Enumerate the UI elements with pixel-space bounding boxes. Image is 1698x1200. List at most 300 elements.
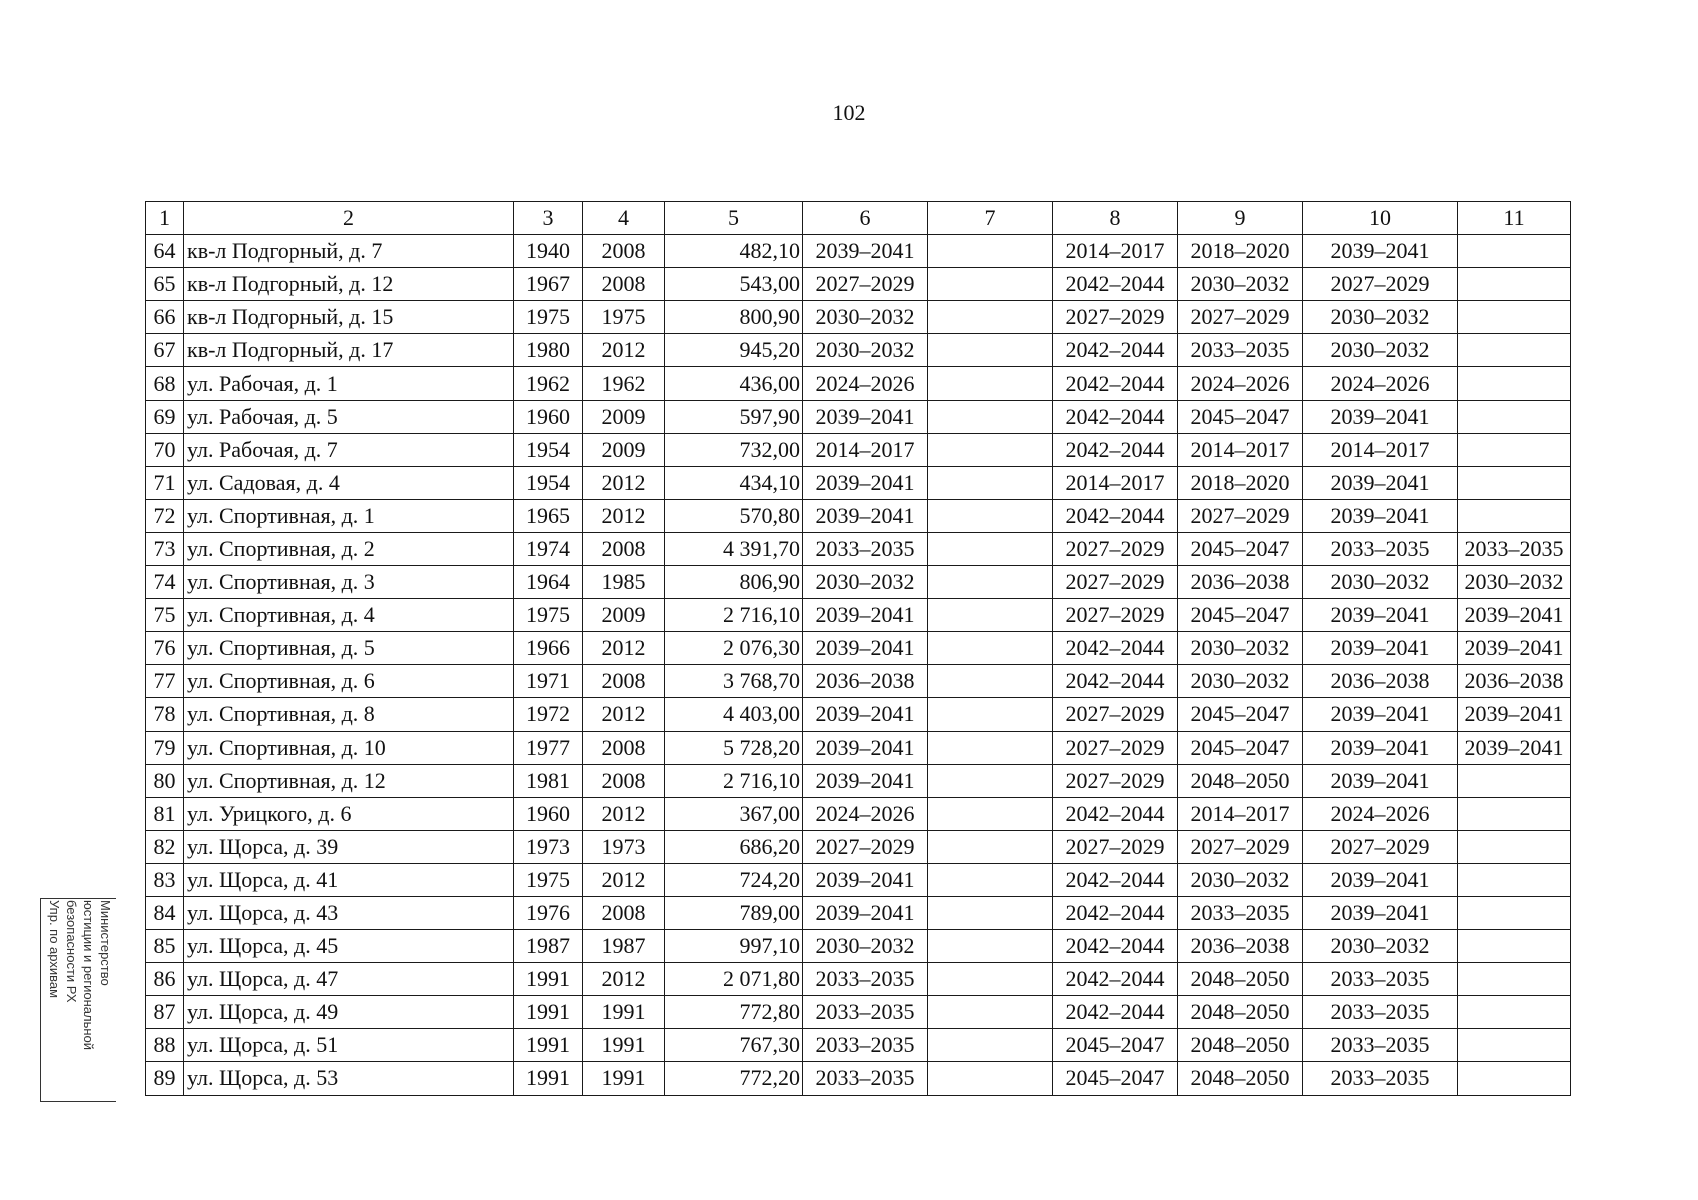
period-col7-cell — [928, 1029, 1053, 1062]
period-col11-cell: 2039–2041 — [1458, 698, 1571, 731]
period-col8-cell: 2027–2029 — [1053, 698, 1178, 731]
row-number-cell: 78 — [146, 698, 184, 731]
period-col7-cell — [928, 400, 1053, 433]
year-repair-cell: 1985 — [583, 566, 665, 599]
area-cell: 767,30 — [665, 1029, 803, 1062]
period-col7-cell — [928, 499, 1053, 532]
stamp-text — [44, 900, 114, 1100]
row-number-cell: 66 — [146, 301, 184, 334]
area-cell: 4 403,00 — [665, 698, 803, 731]
period-col8-cell: 2045–2047 — [1053, 1062, 1178, 1095]
column-header-6: 6 — [803, 202, 928, 235]
year-built-cell: 1940 — [514, 235, 583, 268]
period-col6-cell: 2039–2041 — [803, 863, 928, 896]
period-col7-cell — [928, 830, 1053, 863]
period-col6-cell: 2039–2041 — [803, 400, 928, 433]
period-col11-cell — [1458, 830, 1571, 863]
period-col11-cell: 2039–2041 — [1458, 632, 1571, 665]
address-cell: ул. Спортивная, д. 1 — [184, 499, 514, 532]
row-number-cell: 77 — [146, 665, 184, 698]
table-row — [146, 731, 1571, 764]
period-col7-cell — [928, 268, 1053, 301]
period-col8-cell: 2042–2044 — [1053, 797, 1178, 830]
period-col11-cell: 2039–2041 — [1458, 731, 1571, 764]
table-row — [146, 764, 1571, 797]
period-col8-cell: 2014–2017 — [1053, 466, 1178, 499]
period-col7-cell — [928, 863, 1053, 896]
table-row — [146, 566, 1571, 599]
year-built-cell: 1960 — [514, 400, 583, 433]
area-cell: 724,20 — [665, 863, 803, 896]
area-cell: 2 716,10 — [665, 764, 803, 797]
period-col8-cell: 2042–2044 — [1053, 400, 1178, 433]
period-col6-cell: 2039–2041 — [803, 698, 928, 731]
year-built-cell: 1954 — [514, 433, 583, 466]
stamp-line: Упр. по архивам — [46, 900, 62, 999]
area-cell: 5 728,20 — [665, 731, 803, 764]
table-row — [146, 466, 1571, 499]
period-col7-cell — [928, 764, 1053, 797]
period-col9-cell: 2027–2029 — [1178, 830, 1303, 863]
table-row — [146, 1029, 1571, 1062]
column-header-5: 5 — [665, 202, 803, 235]
period-col6-cell: 2030–2032 — [803, 930, 928, 963]
year-built-cell: 1964 — [514, 566, 583, 599]
period-col8-cell: 2042–2044 — [1053, 268, 1178, 301]
period-col6-cell: 2039–2041 — [803, 731, 928, 764]
period-col7-cell — [928, 599, 1053, 632]
table-row — [146, 930, 1571, 963]
period-col11-cell: 2030–2032 — [1458, 566, 1571, 599]
address-cell: ул. Щорса, д. 49 — [184, 996, 514, 1029]
column-header-8: 8 — [1053, 202, 1178, 235]
area-cell: 686,20 — [665, 830, 803, 863]
year-built-cell: 1991 — [514, 1029, 583, 1062]
period-col6-cell: 2039–2041 — [803, 466, 928, 499]
table-row — [146, 632, 1571, 665]
table-row — [146, 797, 1571, 830]
period-col7-cell — [928, 797, 1053, 830]
address-cell: ул. Щорса, д. 41 — [184, 863, 514, 896]
address-cell: ул. Садовая, д. 4 — [184, 466, 514, 499]
period-col6-cell: 2027–2029 — [803, 268, 928, 301]
table-row — [146, 1062, 1571, 1095]
address-cell: ул. Спортивная, д. 8 — [184, 698, 514, 731]
period-col8-cell: 2042–2044 — [1053, 930, 1178, 963]
period-col7-cell — [928, 301, 1053, 334]
area-cell: 732,00 — [665, 433, 803, 466]
address-cell: ул. Щорса, д. 51 — [184, 1029, 514, 1062]
period-col6-cell: 2039–2041 — [803, 235, 928, 268]
period-col8-cell: 2027–2029 — [1053, 599, 1178, 632]
stamp-line: безопасности РХ — [63, 900, 79, 1003]
address-cell: ул. Рабочая, д. 1 — [184, 367, 514, 400]
address-cell: ул. Спортивная, д. 12 — [184, 764, 514, 797]
area-cell: 3 768,70 — [665, 665, 803, 698]
schedule-table — [145, 201, 1571, 1096]
period-col10-cell: 2039–2041 — [1303, 599, 1458, 632]
row-number-cell: 80 — [146, 764, 184, 797]
period-col7-cell — [928, 731, 1053, 764]
year-repair-cell: 2012 — [583, 632, 665, 665]
address-cell: ул. Рабочая, д. 5 — [184, 400, 514, 433]
period-col7-cell — [928, 367, 1053, 400]
year-repair-cell: 2008 — [583, 532, 665, 565]
area-cell: 570,80 — [665, 499, 803, 532]
period-col8-cell: 2027–2029 — [1053, 830, 1178, 863]
year-built-cell: 1974 — [514, 532, 583, 565]
table-row — [146, 433, 1571, 466]
row-number-cell: 86 — [146, 963, 184, 996]
row-number-cell: 81 — [146, 797, 184, 830]
period-col10-cell: 2030–2032 — [1303, 930, 1458, 963]
period-col10-cell: 2014–2017 — [1303, 433, 1458, 466]
period-col8-cell: 2042–2044 — [1053, 367, 1178, 400]
area-cell: 436,00 — [665, 367, 803, 400]
year-repair-cell: 2008 — [583, 764, 665, 797]
period-col11-cell — [1458, 764, 1571, 797]
period-col8-cell: 2027–2029 — [1053, 731, 1178, 764]
year-built-cell: 1965 — [514, 499, 583, 532]
table-body — [146, 235, 1571, 1095]
row-number-cell: 67 — [146, 334, 184, 367]
year-repair-cell: 1991 — [583, 1029, 665, 1062]
period-col11-cell — [1458, 499, 1571, 532]
area-cell: 2 071,80 — [665, 963, 803, 996]
row-number-cell: 70 — [146, 433, 184, 466]
period-col9-cell: 2024–2026 — [1178, 367, 1303, 400]
period-col8-cell: 2042–2044 — [1053, 334, 1178, 367]
period-col11-cell — [1458, 930, 1571, 963]
year-repair-cell: 2012 — [583, 963, 665, 996]
period-col10-cell: 2036–2038 — [1303, 665, 1458, 698]
table-row — [146, 268, 1571, 301]
period-col9-cell: 2018–2020 — [1178, 466, 1303, 499]
period-col9-cell: 2018–2020 — [1178, 235, 1303, 268]
period-col9-cell: 2030–2032 — [1178, 665, 1303, 698]
period-col9-cell: 2027–2029 — [1178, 499, 1303, 532]
period-col9-cell: 2048–2050 — [1178, 764, 1303, 797]
period-col10-cell: 2039–2041 — [1303, 235, 1458, 268]
area-cell: 482,10 — [665, 235, 803, 268]
row-number-cell: 82 — [146, 830, 184, 863]
period-col7-cell — [928, 896, 1053, 929]
address-cell: кв-л Подгорный, д. 7 — [184, 235, 514, 268]
column-header-7: 7 — [928, 202, 1053, 235]
period-col9-cell: 2048–2050 — [1178, 1062, 1303, 1095]
period-col7-cell — [928, 632, 1053, 665]
period-col9-cell: 2030–2032 — [1178, 863, 1303, 896]
period-col8-cell: 2027–2029 — [1053, 301, 1178, 334]
period-col9-cell: 2045–2047 — [1178, 599, 1303, 632]
period-col6-cell: 2024–2026 — [803, 367, 928, 400]
period-col11-cell — [1458, 1062, 1571, 1095]
table-row — [146, 235, 1571, 268]
period-col6-cell: 2039–2041 — [803, 632, 928, 665]
period-col7-cell — [928, 235, 1053, 268]
period-col6-cell: 2033–2035 — [803, 532, 928, 565]
table-row — [146, 532, 1571, 565]
column-header-2: 2 — [184, 202, 514, 235]
period-col10-cell: 2033–2035 — [1303, 532, 1458, 565]
address-cell: ул. Щорса, д. 43 — [184, 896, 514, 929]
period-col11-cell — [1458, 235, 1571, 268]
area-cell: 434,10 — [665, 466, 803, 499]
period-col7-cell — [928, 334, 1053, 367]
year-built-cell: 1972 — [514, 698, 583, 731]
table-row — [146, 830, 1571, 863]
address-cell: ул. Спортивная, д. 10 — [184, 731, 514, 764]
year-built-cell: 1954 — [514, 466, 583, 499]
period-col6-cell: 2030–2032 — [803, 301, 928, 334]
table-row — [146, 665, 1571, 698]
period-col9-cell: 2048–2050 — [1178, 996, 1303, 1029]
year-repair-cell: 1962 — [583, 367, 665, 400]
period-col11-cell — [1458, 400, 1571, 433]
year-built-cell: 1981 — [514, 764, 583, 797]
stamp-line: юстиции и региональной — [80, 900, 96, 1051]
table-row — [146, 400, 1571, 433]
period-col9-cell: 2048–2050 — [1178, 963, 1303, 996]
year-repair-cell: 1973 — [583, 830, 665, 863]
period-col8-cell: 2027–2029 — [1053, 532, 1178, 565]
period-col10-cell: 2039–2041 — [1303, 764, 1458, 797]
period-col9-cell: 2014–2017 — [1178, 797, 1303, 830]
year-repair-cell: 1987 — [583, 930, 665, 963]
period-col10-cell: 2030–2032 — [1303, 334, 1458, 367]
row-number-cell: 68 — [146, 367, 184, 400]
area-cell: 4 391,70 — [665, 532, 803, 565]
area-cell: 597,90 — [665, 400, 803, 433]
period-col7-cell — [928, 1062, 1053, 1095]
period-col8-cell: 2014–2017 — [1053, 235, 1178, 268]
area-cell: 2 076,30 — [665, 632, 803, 665]
table-row — [146, 896, 1571, 929]
stamp-line: Министерство — [97, 900, 113, 986]
period-col10-cell: 2024–2026 — [1303, 797, 1458, 830]
year-repair-cell: 2009 — [583, 433, 665, 466]
year-repair-cell: 1975 — [583, 301, 665, 334]
year-built-cell: 1977 — [514, 731, 583, 764]
period-col8-cell: 2042–2044 — [1053, 996, 1178, 1029]
table-row — [146, 963, 1571, 996]
period-col8-cell: 2027–2029 — [1053, 764, 1178, 797]
period-col9-cell: 2045–2047 — [1178, 532, 1303, 565]
area-cell: 2 716,10 — [665, 599, 803, 632]
table-row — [146, 499, 1571, 532]
period-col10-cell: 2039–2041 — [1303, 896, 1458, 929]
area-cell: 367,00 — [665, 797, 803, 830]
period-col11-cell — [1458, 433, 1571, 466]
year-built-cell: 1991 — [514, 963, 583, 996]
area-cell: 772,80 — [665, 996, 803, 1029]
year-repair-cell: 2012 — [583, 499, 665, 532]
year-built-cell: 1975 — [514, 301, 583, 334]
year-repair-cell: 2012 — [583, 797, 665, 830]
period-col8-cell: 2042–2044 — [1053, 896, 1178, 929]
period-col11-cell — [1458, 896, 1571, 929]
period-col8-cell: 2042–2044 — [1053, 665, 1178, 698]
address-cell: ул. Спортивная, д. 3 — [184, 566, 514, 599]
period-col11-cell — [1458, 466, 1571, 499]
column-header-4: 4 — [583, 202, 665, 235]
address-cell: ул. Спортивная, д. 4 — [184, 599, 514, 632]
period-col10-cell: 2039–2041 — [1303, 400, 1458, 433]
address-cell: ул. Урицкого, д. 6 — [184, 797, 514, 830]
column-header-3: 3 — [514, 202, 583, 235]
year-built-cell: 1980 — [514, 334, 583, 367]
table-row — [146, 996, 1571, 1029]
year-built-cell: 1991 — [514, 1062, 583, 1095]
period-col10-cell: 2039–2041 — [1303, 731, 1458, 764]
page-number: 102 — [832, 100, 866, 125]
column-header-11: 11 — [1458, 202, 1571, 235]
period-col10-cell: 2039–2041 — [1303, 499, 1458, 532]
period-col7-cell — [928, 996, 1053, 1029]
year-built-cell: 1960 — [514, 797, 583, 830]
period-col7-cell — [928, 532, 1053, 565]
row-number-cell: 89 — [146, 1062, 184, 1095]
period-col6-cell: 2024–2026 — [803, 797, 928, 830]
period-col11-cell: 2036–2038 — [1458, 665, 1571, 698]
period-col6-cell: 2039–2041 — [803, 896, 928, 929]
year-built-cell: 1987 — [514, 930, 583, 963]
row-number-cell: 84 — [146, 896, 184, 929]
year-built-cell: 1962 — [514, 367, 583, 400]
area-cell: 543,00 — [665, 268, 803, 301]
table-row — [146, 698, 1571, 731]
row-number-cell: 71 — [146, 466, 184, 499]
period-col8-cell: 2042–2044 — [1053, 433, 1178, 466]
year-repair-cell: 2012 — [583, 698, 665, 731]
year-repair-cell: 1991 — [583, 996, 665, 1029]
period-col9-cell: 2036–2038 — [1178, 566, 1303, 599]
table-row — [146, 334, 1571, 367]
row-number-cell: 65 — [146, 268, 184, 301]
period-col6-cell: 2039–2041 — [803, 599, 928, 632]
period-col8-cell: 2045–2047 — [1053, 1029, 1178, 1062]
period-col8-cell: 2042–2044 — [1053, 632, 1178, 665]
area-cell: 806,90 — [665, 566, 803, 599]
period-col6-cell: 2027–2029 — [803, 830, 928, 863]
area-cell: 772,20 — [665, 1062, 803, 1095]
period-col6-cell: 2033–2035 — [803, 1062, 928, 1095]
area-cell: 997,10 — [665, 930, 803, 963]
address-cell: ул. Щорса, д. 53 — [184, 1062, 514, 1095]
year-repair-cell: 2009 — [583, 400, 665, 433]
row-number-cell: 69 — [146, 400, 184, 433]
period-col7-cell — [928, 698, 1053, 731]
area-cell: 800,90 — [665, 301, 803, 334]
period-col9-cell: 2045–2047 — [1178, 400, 1303, 433]
period-col11-cell — [1458, 1029, 1571, 1062]
address-cell: ул. Спортивная, д. 5 — [184, 632, 514, 665]
year-repair-cell: 2009 — [583, 599, 665, 632]
period-col7-cell — [928, 930, 1053, 963]
period-col11-cell — [1458, 863, 1571, 896]
period-col6-cell: 2036–2038 — [803, 665, 928, 698]
year-built-cell: 1973 — [514, 830, 583, 863]
table-header-row — [146, 202, 1571, 235]
address-cell: кв-л Подгорный, д. 17 — [184, 334, 514, 367]
period-col9-cell: 2045–2047 — [1178, 731, 1303, 764]
address-cell: кв-л Подгорный, д. 12 — [184, 268, 514, 301]
year-built-cell: 1971 — [514, 665, 583, 698]
row-number-cell: 83 — [146, 863, 184, 896]
period-col8-cell: 2042–2044 — [1053, 499, 1178, 532]
year-built-cell: 1975 — [514, 599, 583, 632]
period-col7-cell — [928, 466, 1053, 499]
row-number-cell: 75 — [146, 599, 184, 632]
period-col11-cell — [1458, 797, 1571, 830]
period-col6-cell: 2033–2035 — [803, 963, 928, 996]
year-repair-cell: 1991 — [583, 1062, 665, 1095]
period-col11-cell — [1458, 996, 1571, 1029]
period-col9-cell: 2033–2035 — [1178, 334, 1303, 367]
period-col10-cell: 2033–2035 — [1303, 1029, 1458, 1062]
year-built-cell: 1967 — [514, 268, 583, 301]
period-col11-cell — [1458, 367, 1571, 400]
period-col10-cell: 2039–2041 — [1303, 466, 1458, 499]
row-number-cell: 72 — [146, 499, 184, 532]
period-col11-cell — [1458, 268, 1571, 301]
address-cell: ул. Спортивная, д. 6 — [184, 665, 514, 698]
period-col9-cell: 2048–2050 — [1178, 1029, 1303, 1062]
period-col11-cell: 2039–2041 — [1458, 599, 1571, 632]
address-cell: ул. Щорса, д. 39 — [184, 830, 514, 863]
area-cell: 945,20 — [665, 334, 803, 367]
table-row — [146, 301, 1571, 334]
year-built-cell: 1976 — [514, 896, 583, 929]
area-cell: 789,00 — [665, 896, 803, 929]
period-col10-cell: 2027–2029 — [1303, 830, 1458, 863]
period-col9-cell: 2014–2017 — [1178, 433, 1303, 466]
address-cell: ул. Рабочая, д. 7 — [184, 433, 514, 466]
period-col9-cell: 2045–2047 — [1178, 698, 1303, 731]
year-repair-cell: 2012 — [583, 334, 665, 367]
period-col7-cell — [928, 665, 1053, 698]
period-col6-cell: 2030–2032 — [803, 334, 928, 367]
table-row — [146, 863, 1571, 896]
period-col10-cell: 2039–2041 — [1303, 632, 1458, 665]
period-col9-cell: 2027–2029 — [1178, 301, 1303, 334]
period-col6-cell: 2033–2035 — [803, 1029, 928, 1062]
period-col6-cell: 2039–2041 — [803, 499, 928, 532]
address-cell: кв-л Подгорный, д. 15 — [184, 301, 514, 334]
period-col8-cell: 2042–2044 — [1053, 863, 1178, 896]
year-repair-cell: 2008 — [583, 731, 665, 764]
row-number-cell: 74 — [146, 566, 184, 599]
row-number-cell: 88 — [146, 1029, 184, 1062]
year-repair-cell: 2008 — [583, 235, 665, 268]
period-col9-cell: 2036–2038 — [1178, 930, 1303, 963]
period-col10-cell: 2033–2035 — [1303, 963, 1458, 996]
year-repair-cell: 2008 — [583, 268, 665, 301]
period-col10-cell: 2024–2026 — [1303, 367, 1458, 400]
year-repair-cell: 2008 — [583, 665, 665, 698]
period-col9-cell: 2033–2035 — [1178, 896, 1303, 929]
period-col10-cell: 2030–2032 — [1303, 301, 1458, 334]
period-col9-cell: 2030–2032 — [1178, 268, 1303, 301]
period-col9-cell: 2030–2032 — [1178, 632, 1303, 665]
year-built-cell: 1975 — [514, 863, 583, 896]
table-row — [146, 367, 1571, 400]
row-number-cell: 79 — [146, 731, 184, 764]
row-number-cell: 87 — [146, 996, 184, 1029]
year-built-cell: 1991 — [514, 996, 583, 1029]
address-cell: ул. Спортивная, д. 2 — [184, 532, 514, 565]
period-col10-cell: 2030–2032 — [1303, 566, 1458, 599]
